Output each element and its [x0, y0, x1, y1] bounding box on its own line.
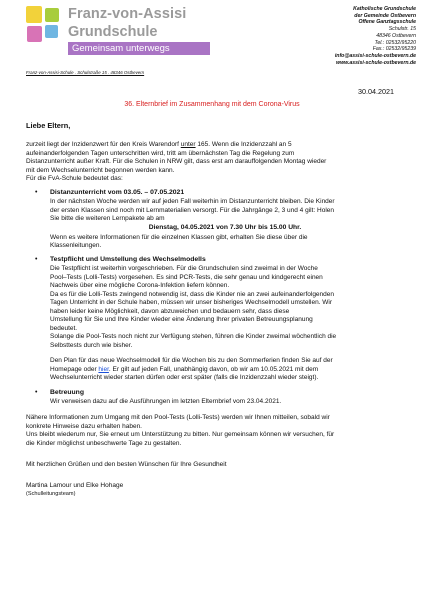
regards-line: Mit herzlichen Grüßen und den besten Wünschen für Ihre Gesundheit — [26, 461, 227, 468]
section2-line: bedeutet. — [50, 324, 78, 332]
closing-line: konkrete Hinweise dazu erhalten haben. — [26, 422, 142, 430]
section2-line: Umstellung für Sie und Ihre Kinder wieder eine Änderung Ihrer privaten Betreuungsplanung — [50, 316, 313, 323]
intro-line-4: mit dem Wechselunterricht begonnen werden kann. — [26, 166, 175, 174]
logo-square-yellow — [26, 6, 42, 23]
section-heading-distanzunterricht: Distanzunterricht vom 03.05. – 07.05.2021 — [50, 189, 185, 196]
section-heading-testpflicht: Testpflicht und Umstellung des Wechselmodells — [50, 256, 206, 263]
school-name-line1: Franz-von-Assisi — [68, 6, 187, 22]
section2-line: haben leider keine Möglichkeit, davon abzuweichen und bedauern sehr, dass diese — [50, 307, 290, 315]
plan-line-2 — [50, 366, 318, 374]
school-address-block — [310, 6, 416, 66]
phone-line: Tel.: 02532/95220 — [374, 39, 416, 46]
school-logo — [26, 6, 64, 46]
section1-after-line: Wenn es weitere Informationen für die einzelnen Klassen gibt, erhalten Sie diese über die — [50, 233, 308, 241]
bullet-icon: • — [35, 389, 38, 396]
section1-line: In der nächsten Woche werden wir auf jeden Fall weiterhin im Distanzunterricht bleiben. Die Kinder — [50, 198, 335, 205]
logo-square-blue — [45, 25, 58, 38]
greeting: Liebe Eltern, — [26, 121, 71, 130]
address-line: 48346 Ostbevern — [376, 32, 416, 39]
sender-line: Franz-von-Assisi-Schule . Schulstraße 15 . 48346 Ostbevern — [26, 70, 145, 75]
section2-line: Tagen Unterricht in der Schule haben, müssen wir unser bisheriges Wechselmodell umstellen. Wir — [50, 299, 333, 306]
section1-line: Sie bitte die weiteren Lernpakete ab am — [50, 215, 165, 222]
closing-line: Nähere Informationen zum Umgang mit den Pool-Tests (Lolli-Tests) werden wir Ihnen mitteilen, sobald wir — [26, 414, 330, 421]
plan-line-3: Wechselunterricht wieder starten dürfen oder erst später (falls die Inzidenzzahl wieder steigt). — [50, 374, 319, 381]
pickup-date: Dienstag, 04.05.2021 von 7.30 Uhr bis 15.00 Uhr. — [148, 224, 302, 231]
school-name-line2: Grundschule — [68, 24, 158, 40]
section1-after-line: Klassenleitungen. — [50, 242, 102, 249]
intro-text: zurzeit liegt der Inzidenzwert für den Kreis Warendorf — [26, 141, 181, 148]
letter-subject: 36. Elternbrief im Zusammenhang mit dem Corona-Virus — [124, 101, 300, 108]
bullet-icon: • — [35, 189, 38, 196]
section2-line: Selbsttests durch wie bisher. — [50, 341, 133, 349]
school-motto: Gemeinsam unterwegs — [68, 42, 210, 55]
signature-role: (Schulleitungsteam) — [26, 491, 76, 497]
closing-line: Uns bleibt wiederum nur, Sie erneut um Unterstützung zu bitten. Nur gemeinsam können wir versuchen, für — [26, 431, 335, 438]
address-line: Katholische Grundschule — [353, 6, 416, 12]
intro-line-2: aufeinanderfolgenden Tagen unterschritten wird, tritt am übernächsten Tag die Regelung zum — [26, 149, 295, 157]
closing-line: die Kinder möglichst unbeschwerte Tage zu gestalten. — [26, 439, 182, 447]
logo-square-pink — [27, 26, 42, 42]
fax-line: Fax.: 02532/95239 — [372, 46, 416, 53]
section2-line: Solange die Pool-Tests noch nicht zur Verfügung stehen, führen die Kinder zweimal wöchentlich die — [50, 333, 337, 340]
plan-text: . Er gilt auf jeden Fall, unabhängig davon, ob wir am 10.05.2021 mit dem — [108, 365, 319, 373]
email-line: info@assisi-schule-ostbevern.de — [334, 52, 416, 59]
plan-link[interactable]: hier — [98, 365, 109, 373]
letter-date: 30.04.2021 — [358, 87, 394, 96]
signature-names: Martina Lamour und Elke Hohage — [26, 482, 124, 489]
section2-line: Da es für die Lolli-Tests zwingend notwendig ist, dass die Kinder nie an zwei aufeinanderfolgenden — [50, 290, 335, 298]
plan-line-1: Den Plan für das neue Wechselmodell für die Wochen bis zu den Sommerferien finden Sie auf der — [50, 357, 333, 364]
intro-text: 165. Wenn die Inzidenzzahl an 5 — [195, 141, 292, 148]
intro-line-3: Distanzunterricht außer Kraft. Für die Schulen in NRW gilt, dass erst am darauffolgenden Montag wieder — [26, 158, 327, 165]
section-heading-betreuung: Betreuung — [50, 389, 84, 396]
website-line: www.assisi-schule-ostbevern.de — [336, 59, 416, 66]
section3-line: Wir verweisen dazu auf die Ausführungen im letzten Elternbrief vom 23.04.2021. — [50, 398, 282, 405]
logo-square-green — [45, 8, 59, 22]
intro-line-1 — [26, 141, 292, 149]
intro-underlined-word: unter — [180, 141, 196, 148]
plan-text: Homepage oder — [50, 365, 99, 373]
section1-line: der ersten Klassen sind noch mit Lernmaterialien versorgt. Für die Jahrgänge 2, 3 und 4 gilt: Holen — [50, 206, 334, 214]
section2-line: Pool–Tests (Lolli-Tests) vorgesehen. Es sind PCR-Tests, die sehr genau und kindgerecht einen — [50, 273, 323, 281]
section2-line: Die Testpflicht ist weiterhin vorgeschrieben. Für die Grundschulen sind zweimal in der Woche — [50, 265, 318, 272]
address-line: der Gemeinde Ostbevern — [354, 12, 416, 19]
bullet-icon: • — [35, 256, 38, 263]
address-line: Schulstr. 15 — [388, 26, 416, 33]
address-line: Offene Ganztagsschule — [358, 19, 416, 26]
intro-line-5: Für die FvA-Schule bedeutet das: — [26, 175, 123, 182]
section2-line: Nachweis über eine mögliche Corona-Infektion liefern können. — [50, 282, 230, 289]
